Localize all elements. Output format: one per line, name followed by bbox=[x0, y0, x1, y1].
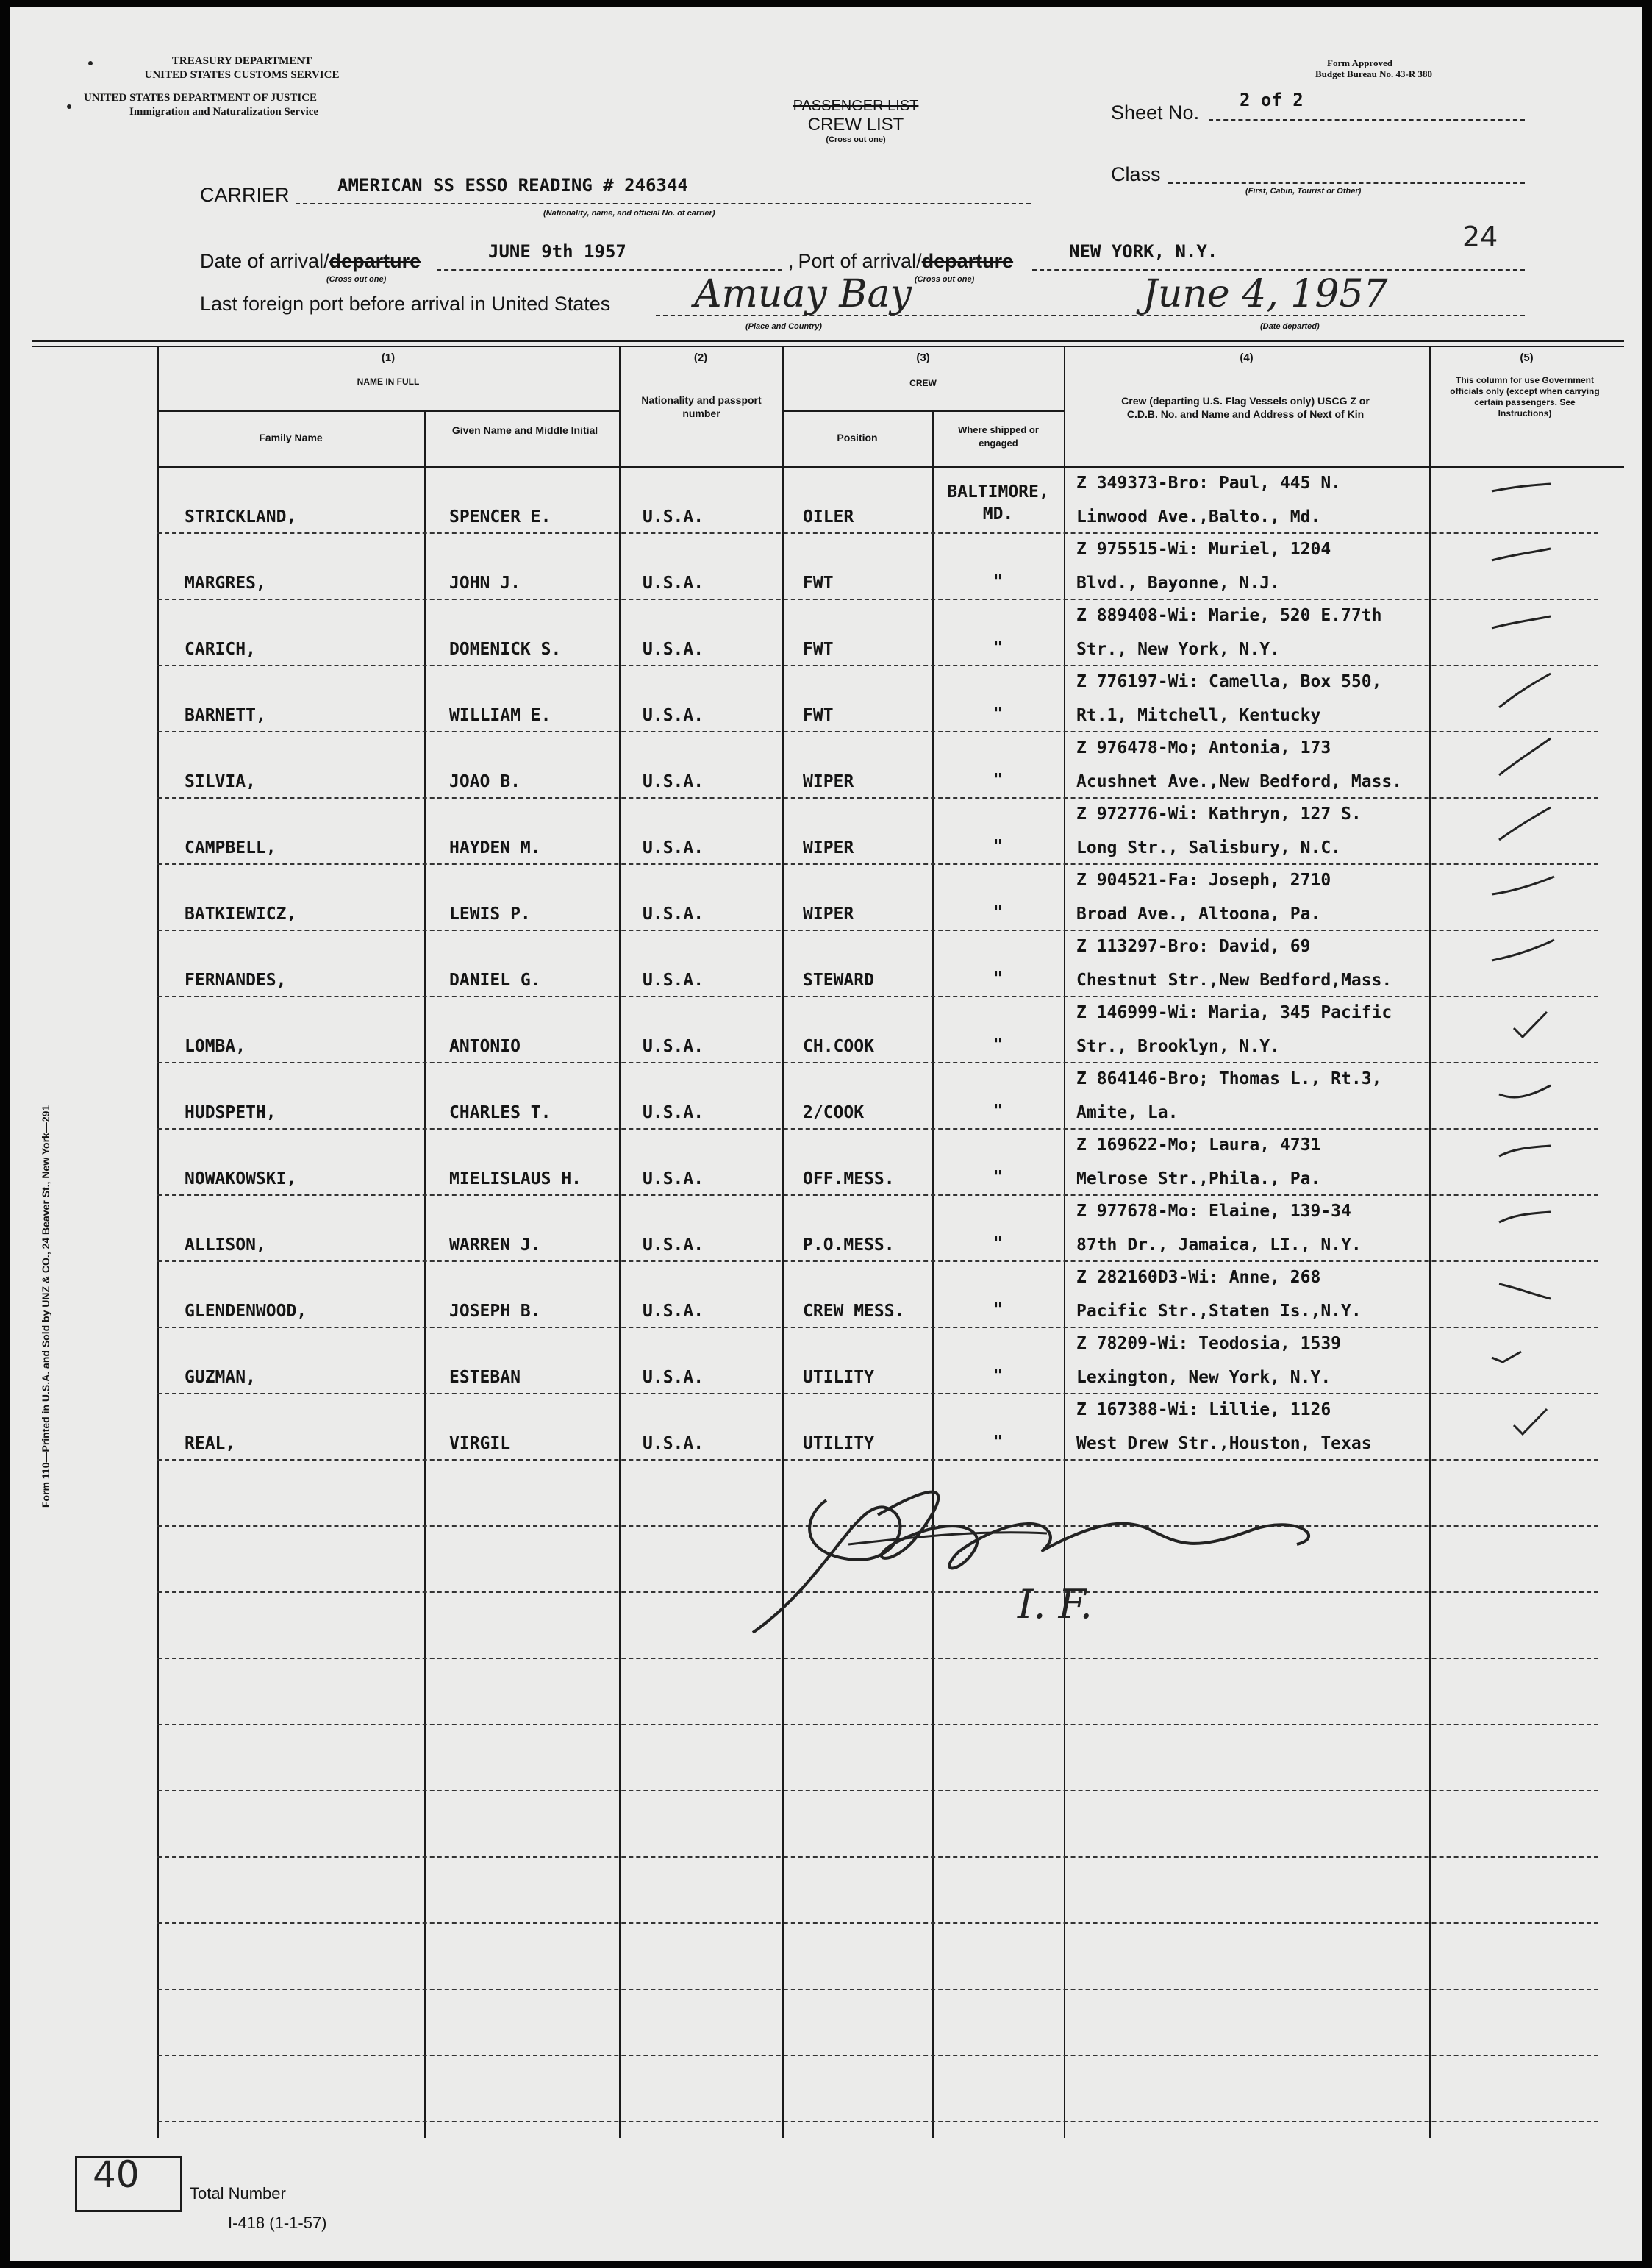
given-name-cell: WARREN J. bbox=[449, 1235, 541, 1255]
next-of-kin-line2: Rt.1, Mitchell, Kentucky bbox=[1076, 706, 1321, 725]
col5-number: (5) bbox=[1520, 352, 1534, 364]
nationality-cell: U.S.A. bbox=[643, 1434, 704, 1453]
family-name-cell: STRICKLAND, bbox=[185, 507, 297, 527]
row-separator bbox=[157, 1658, 1598, 1659]
family-name-cell: ALLISON, bbox=[185, 1235, 266, 1255]
next-of-kin-line1: Z 977678-Mo: Elaine, 139-34 bbox=[1076, 1202, 1351, 1221]
ins-label: Immigration and Naturalization Service bbox=[129, 106, 319, 118]
signature-initials: I. F. bbox=[1018, 1581, 1093, 1627]
shipped-header: Where shipped or engaged bbox=[958, 424, 1039, 449]
family-name-cell: CARICH, bbox=[185, 640, 256, 659]
given-name-cell: DOMENICK S. bbox=[449, 640, 562, 659]
family-name-cell: GLENDENWOOD, bbox=[185, 1302, 307, 1321]
next-of-kin-line1: Z 78209-Wi: Teodosia, 1539 bbox=[1076, 1334, 1342, 1353]
table-row bbox=[10, 996, 1642, 1062]
table-top-rule bbox=[32, 340, 1624, 342]
arrival-struck: departure bbox=[329, 250, 421, 272]
next-of-kin-line2: Lexington, New York, N.Y. bbox=[1076, 1368, 1331, 1387]
table-row bbox=[10, 1062, 1642, 1128]
col1-number: (1) bbox=[381, 352, 396, 364]
col5-title: This column for use Government officials only (except when carrying certain passengers. See Instructions) bbox=[1450, 375, 1600, 418]
subheader-rule bbox=[157, 410, 619, 412]
arrival-line bbox=[437, 269, 782, 271]
shipped-cell: " bbox=[993, 771, 1004, 790]
given-name-cell: JOHN J. bbox=[449, 574, 521, 593]
next-of-kin-line1: Z 146999-Wi: Maria, 345 Pacific bbox=[1076, 1003, 1392, 1022]
position-cell: WIPER bbox=[803, 772, 854, 791]
arrival-note: (Cross out one) bbox=[326, 275, 387, 284]
family-name-cell: REAL, bbox=[185, 1434, 236, 1453]
family-name-cell: BARNETT, bbox=[185, 706, 266, 725]
carrier-line bbox=[296, 203, 1031, 204]
crew-list-document bbox=[10, 7, 1642, 2261]
position-cell: P.O.MESS. bbox=[803, 1235, 895, 1255]
given-name-cell: WILLIAM E. bbox=[449, 706, 551, 725]
row-separator bbox=[157, 1856, 1598, 1858]
given-name-cell: DANIEL G. bbox=[449, 971, 541, 990]
next-of-kin-line1: Z 349373-Bro: Paul, 445 N. bbox=[1076, 474, 1342, 493]
position-cell: UTILITY bbox=[803, 1368, 874, 1387]
shipped-cell: " bbox=[993, 638, 1004, 657]
nationality-cell: U.S.A. bbox=[643, 971, 704, 990]
table-row bbox=[10, 1260, 1642, 1327]
family-name-cell: BATKIEWICZ, bbox=[185, 905, 297, 924]
arrival-label bbox=[200, 250, 421, 273]
col3-title: CREW bbox=[909, 378, 937, 388]
given-name-cell: CHARLES T. bbox=[449, 1103, 551, 1122]
position-header: Position bbox=[837, 432, 878, 443]
place-note: (Place and Country) bbox=[745, 322, 822, 331]
next-of-kin-line2: Melrose Str.,Phila., Pa. bbox=[1076, 1169, 1321, 1188]
shipped-cell: " bbox=[993, 1168, 1004, 1187]
class-line bbox=[1168, 182, 1525, 184]
justice-header bbox=[84, 91, 437, 119]
shipped-cell: " bbox=[993, 1035, 1004, 1055]
position-cell: 2/COOK bbox=[803, 1103, 865, 1122]
family-name-cell: LOMBA, bbox=[185, 1037, 246, 1056]
carrier-note: (Nationality, name, and official No. of carrier) bbox=[543, 209, 715, 218]
family-name-header: Family Name bbox=[259, 432, 323, 443]
next-of-kin-line2: Long Str., Salisbury, N.C. bbox=[1076, 838, 1342, 857]
next-of-kin-line2: Linwood Ave.,Balto., Md. bbox=[1076, 507, 1321, 527]
next-of-kin-line2: Chestnut Str.,New Bedford,Mass. bbox=[1076, 971, 1392, 990]
next-of-kin-line1: Z 282160D3-Wi: Anne, 268 bbox=[1076, 1268, 1321, 1287]
row-separator bbox=[157, 1790, 1598, 1791]
family-name-cell: NOWAKOWSKI, bbox=[185, 1169, 297, 1188]
nationality-cell: U.S.A. bbox=[643, 1368, 704, 1387]
next-of-kin-line1: Z 972776-Wi: Kathryn, 127 S. bbox=[1076, 805, 1362, 824]
row-separator bbox=[157, 2121, 1598, 2122]
col3-number: (3) bbox=[916, 352, 930, 364]
next-of-kin-line1: Z 975515-Wi: Muriel, 1204 bbox=[1076, 540, 1331, 559]
shipped-cell: " bbox=[993, 1433, 1004, 1452]
col2-title: Nationality and passport number bbox=[641, 394, 762, 419]
shipped-cell: " bbox=[993, 969, 1004, 988]
next-of-kin-line1: Z 113297-Bro: David, 69 bbox=[1076, 937, 1311, 956]
bullet-dot bbox=[88, 61, 93, 65]
shipped-cell: " bbox=[993, 837, 1004, 856]
next-of-kin-line2: Acushnet Ave.,New Bedford, Mass. bbox=[1076, 772, 1403, 791]
nationality-cell: U.S.A. bbox=[643, 507, 704, 527]
crew-list-title: CREW LIST bbox=[807, 115, 904, 135]
shipped-cell: " bbox=[993, 1102, 1004, 1121]
official-check-mark bbox=[1484, 869, 1565, 913]
position-cell: UTILITY bbox=[803, 1434, 874, 1453]
official-check-mark bbox=[1484, 1068, 1565, 1112]
col1-title: NAME IN FULL bbox=[357, 377, 420, 387]
official-check-mark bbox=[1484, 803, 1565, 847]
official-check-mark bbox=[1484, 671, 1565, 715]
given-name-cell: SPENCER E. bbox=[449, 507, 551, 527]
port-struck: departure bbox=[921, 250, 1014, 272]
given-name-cell: VIRGIL bbox=[449, 1434, 511, 1453]
official-check-mark bbox=[1484, 605, 1565, 649]
table-row bbox=[10, 1393, 1642, 1459]
official-check-mark bbox=[1484, 1200, 1565, 1244]
nationality-cell: U.S.A. bbox=[643, 1169, 704, 1188]
nationality-cell: U.S.A. bbox=[643, 838, 704, 857]
form-number: I-418 (1-1-57) bbox=[228, 2214, 327, 2232]
family-name-cell: CAMPBELL, bbox=[185, 838, 276, 857]
nationality-cell: U.S.A. bbox=[643, 905, 704, 924]
official-check-mark bbox=[1484, 1002, 1565, 1046]
nationality-cell: U.S.A. bbox=[643, 772, 704, 791]
next-of-kin-line1: Z 976478-Mo; Antonia, 173 bbox=[1076, 738, 1331, 757]
port-value: NEW YORK, N.Y. bbox=[1069, 241, 1218, 262]
last-port-label: Last foreign port before arrival in United States bbox=[200, 293, 611, 315]
carrier-label: CARRIER bbox=[200, 184, 290, 206]
family-name-cell: SILVIA, bbox=[185, 772, 256, 791]
sheet-value: 2 of 2 bbox=[1240, 90, 1304, 110]
shipped-cell: " bbox=[993, 1234, 1004, 1253]
table-row bbox=[10, 731, 1642, 797]
family-name-cell: GUZMAN, bbox=[185, 1368, 256, 1387]
official-check-mark bbox=[1484, 538, 1565, 582]
col2-number: (2) bbox=[693, 352, 708, 364]
official-check-mark bbox=[1484, 1266, 1565, 1310]
position-cell: FWT bbox=[803, 706, 834, 725]
cross-out-note: (Cross out one) bbox=[826, 135, 886, 144]
table-row bbox=[10, 1194, 1642, 1260]
table-row bbox=[10, 1327, 1642, 1393]
official-check-mark bbox=[1484, 1134, 1565, 1178]
port-line bbox=[1032, 269, 1525, 271]
shipped-cell: " bbox=[993, 705, 1004, 724]
nationality-cell: U.S.A. bbox=[643, 1235, 704, 1255]
col4-title: Crew (departing U.S. Flag Vessels only) USCG Z or C.D.B. No. and Name and Address of Next of Kin bbox=[1121, 395, 1370, 420]
official-check-mark bbox=[1484, 1333, 1565, 1377]
nationality-cell: U.S.A. bbox=[643, 706, 704, 725]
family-name-cell: MARGRES, bbox=[185, 574, 266, 593]
table-row bbox=[10, 599, 1642, 665]
next-of-kin-line2: Str., Brooklyn, N.Y. bbox=[1076, 1037, 1280, 1056]
row-separator bbox=[157, 1989, 1598, 1990]
official-check-mark bbox=[1484, 1399, 1565, 1443]
customs-label: UNITED STATES CUSTOMS SERVICE bbox=[144, 69, 340, 81]
bullet-dot bbox=[67, 104, 71, 109]
position-cell: CH.COOK bbox=[803, 1037, 874, 1056]
sheet-label: Sheet No. bbox=[1111, 101, 1200, 124]
list-type bbox=[764, 98, 948, 144]
position-cell: OILER bbox=[803, 507, 854, 527]
date-departed-note: (Date departed) bbox=[1260, 322, 1320, 331]
form-approved-line2: Budget Bureau No. 43-R 380 bbox=[1315, 68, 1433, 79]
position-cell: FWT bbox=[803, 640, 834, 659]
row-separator bbox=[157, 1459, 1598, 1461]
given-name-cell: MIELISLAUS H. bbox=[449, 1169, 582, 1188]
total-label: Total Number bbox=[190, 2184, 286, 2203]
nationality-cell: U.S.A. bbox=[643, 574, 704, 593]
passenger-list-struck: PASSENGER LIST bbox=[793, 98, 919, 114]
sheet-line bbox=[1209, 119, 1525, 121]
position-cell: OFF.MESS. bbox=[803, 1169, 895, 1188]
form-approved bbox=[1315, 57, 1432, 79]
given-name-cell: ANTONIO bbox=[449, 1037, 521, 1056]
col4-number: (4) bbox=[1240, 352, 1254, 364]
page-number: 24 bbox=[1462, 221, 1498, 253]
given-name-cell: JOAO B. bbox=[449, 772, 521, 791]
nationality-cell: U.S.A. bbox=[643, 1037, 704, 1056]
family-name-cell: FERNANDES, bbox=[185, 971, 287, 990]
shipped-cell: " bbox=[993, 1300, 1004, 1319]
row-separator bbox=[157, 1922, 1598, 1924]
given-name-header: Given Name and Middle Initial bbox=[451, 424, 598, 436]
next-of-kin-line2: Amite, La. bbox=[1076, 1103, 1179, 1122]
table-row bbox=[10, 532, 1642, 599]
arrival-label-text: Date of arrival/ bbox=[200, 250, 329, 272]
nationality-cell: U.S.A. bbox=[643, 1103, 704, 1122]
date-departed-handwritten: June 4, 1957 bbox=[1143, 272, 1388, 316]
form-approved-line1: Form Approved bbox=[1327, 57, 1392, 68]
given-name-cell: JOSEPH B. bbox=[449, 1302, 541, 1321]
table-row bbox=[10, 665, 1642, 731]
treasury-label: TREASURY DEPARTMENT bbox=[171, 55, 312, 67]
table-row bbox=[10, 466, 1642, 532]
shipped-cell: " bbox=[993, 1366, 1004, 1386]
next-of-kin-line2: Broad Ave., Altoona, Pa. bbox=[1076, 905, 1321, 924]
next-of-kin-line1: Z 776197-Wi: Camella, Box 550, bbox=[1076, 672, 1382, 691]
official-check-mark bbox=[1484, 737, 1565, 781]
table-top-rule-2 bbox=[32, 346, 1624, 347]
next-of-kin-line1: Z 169622-Mo; Laura, 4731 bbox=[1076, 1135, 1321, 1155]
next-of-kin-line2: Pacific Str.,Staten Is.,N.Y. bbox=[1076, 1302, 1362, 1321]
justice-label: UNITED STATES DEPARTMENT OF JUSTICE bbox=[84, 92, 318, 104]
position-cell: WIPER bbox=[803, 905, 854, 924]
next-of-kin-line1: Z 889408-Wi: Marie, 520 E.77th bbox=[1076, 606, 1382, 625]
next-of-kin-line2: 87th Dr., Jamaica, LI., N.Y. bbox=[1076, 1235, 1362, 1255]
carrier-value: AMERICAN SS ESSO READING # 246344 bbox=[337, 175, 688, 196]
agency-header bbox=[121, 54, 363, 82]
class-label: Class bbox=[1111, 163, 1161, 185]
position-cell: WIPER bbox=[803, 838, 854, 857]
given-name-cell: LEWIS P. bbox=[449, 905, 531, 924]
official-check-mark bbox=[1484, 935, 1565, 980]
row-separator bbox=[157, 2055, 1598, 2056]
port-note: (Cross out one) bbox=[915, 275, 975, 284]
position-cell: CREW MESS. bbox=[803, 1302, 905, 1321]
port-label: , Port of arrival/departure bbox=[788, 250, 1014, 272]
position-cell: FWT bbox=[803, 574, 834, 593]
table-row bbox=[10, 797, 1642, 863]
next-of-kin-line1: Z 167388-Wi: Lillie, 1126 bbox=[1076, 1400, 1331, 1419]
next-of-kin-line2: Str., New York, N.Y. bbox=[1076, 640, 1280, 659]
nationality-cell: U.S.A. bbox=[643, 640, 704, 659]
position-cell: STEWARD bbox=[803, 971, 874, 990]
next-of-kin-line1: Z 864146-Bro; Thomas L., Rt.3, bbox=[1076, 1069, 1382, 1088]
next-of-kin-line1: Z 904521-Fa: Joseph, 2710 bbox=[1076, 871, 1331, 890]
subheader-rule bbox=[782, 410, 1064, 412]
given-name-cell: ESTEBAN bbox=[449, 1368, 521, 1387]
margin-printer-note: Form 110—Printed in U.S.A. and Sold by UNZ & CO., 24 Beaver St., New York—291 bbox=[40, 1105, 51, 1508]
given-name-cell: HAYDEN M. bbox=[449, 838, 541, 857]
table-row bbox=[10, 1128, 1642, 1194]
port-label-text: Port of arrival/ bbox=[798, 250, 922, 272]
class-note: (First, Cabin, Tourist or Other) bbox=[1245, 187, 1362, 196]
next-of-kin-line2: Blvd., Bayonne, N.J. bbox=[1076, 574, 1280, 593]
shipped-cell: " bbox=[993, 572, 1004, 591]
shipped-cell: BALTIMORE, MD. bbox=[947, 482, 1049, 524]
arrival-value: JUNE 9th 1957 bbox=[488, 241, 626, 262]
nationality-cell: U.S.A. bbox=[643, 1302, 704, 1321]
official-check-mark bbox=[1484, 472, 1565, 516]
next-of-kin-line2: West Drew Str.,Houston, Texas bbox=[1076, 1434, 1372, 1453]
row-separator bbox=[157, 1724, 1598, 1725]
family-name-cell: HUDSPETH, bbox=[185, 1103, 276, 1122]
shipped-cell: " bbox=[993, 903, 1004, 922]
table-row bbox=[10, 863, 1642, 930]
last-port-handwritten: Amuay Bay bbox=[694, 272, 912, 316]
total-number: 40 bbox=[93, 2153, 140, 2196]
table-row bbox=[10, 930, 1642, 996]
